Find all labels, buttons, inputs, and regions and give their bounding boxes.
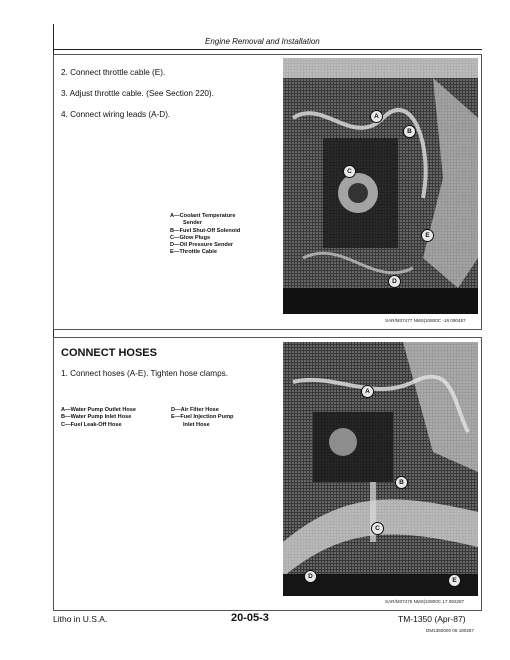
legend-item-a: A—Coolant Temperature [170, 213, 236, 219]
step-2: 2. Connect throttle cable (E). [61, 68, 166, 77]
callout-d: D [388, 275, 401, 288]
footer-litho: Litho in U.S.A. [53, 614, 108, 624]
step-1-hoses: 1. Connect hoses (A-E). Tighten hose clamps. [61, 369, 229, 378]
legend-item-c: C—Glow Plugs [170, 234, 211, 241]
step-3: 3. Adjust throttle cable. (See Section 220). [61, 89, 214, 98]
footer-page-number: 20-05-3 [231, 612, 269, 624]
footer-small-code: DM1350000 05 180287 [426, 628, 475, 633]
legend-section2-right [171, 407, 233, 429]
callout-b: B [395, 476, 408, 489]
callout-e: E [448, 574, 461, 587]
legend-item-e: E—Fuel Injection Pump [171, 414, 234, 421]
legend-item-c: C—Fuel Leak-Off Hose [61, 421, 122, 428]
footer-manual-id: TM-1350 (Apr-87) [398, 614, 466, 624]
legend-item-a: A—Water Pump Outlet Hose [61, 407, 137, 413]
section-title-connect-hoses: CONNECT HOSES [61, 347, 157, 359]
legend-item-e-cont: Inlet Hose [183, 421, 210, 428]
header-rule [53, 49, 482, 50]
legend-item-b: B—Water Pump Inlet Hose [61, 414, 132, 421]
callout-e: E [421, 229, 434, 242]
legend-item-b: B—Fuel Shut-Off Solenoid [170, 227, 241, 234]
callout-c: C [343, 165, 356, 178]
legend-section2-left [61, 407, 136, 429]
callout-a: A [361, 385, 374, 398]
callout-a: A [370, 110, 383, 123]
photo-1-caption: SAR/M37477 NMS|10800C -16 090487 [385, 318, 466, 323]
engine-photo-1 [283, 58, 478, 314]
engine-photo-1-image [283, 58, 478, 314]
engine-photo-2 [283, 342, 478, 596]
step-4: 4. Connect wiring leads (A-D). [61, 110, 171, 119]
engine-photo-2-image [283, 342, 478, 596]
photo-2-caption: SAR/M37476 NMS|10800C 17 092287 [385, 599, 465, 604]
page-header-title: Engine Removal and Installation [205, 37, 320, 46]
legend-section1 [170, 213, 240, 257]
legend-item-d: D—Air Filter Hose [171, 407, 219, 413]
callout-d: D [304, 570, 317, 583]
callout-b: B [403, 125, 416, 138]
legend-item-d: D—Oil Pressure Sender [170, 242, 234, 249]
legend-item-a-cont: Sender [183, 220, 202, 227]
callout-c: C [371, 522, 384, 535]
legend-item-e: E—Throttle Cable [170, 249, 217, 256]
